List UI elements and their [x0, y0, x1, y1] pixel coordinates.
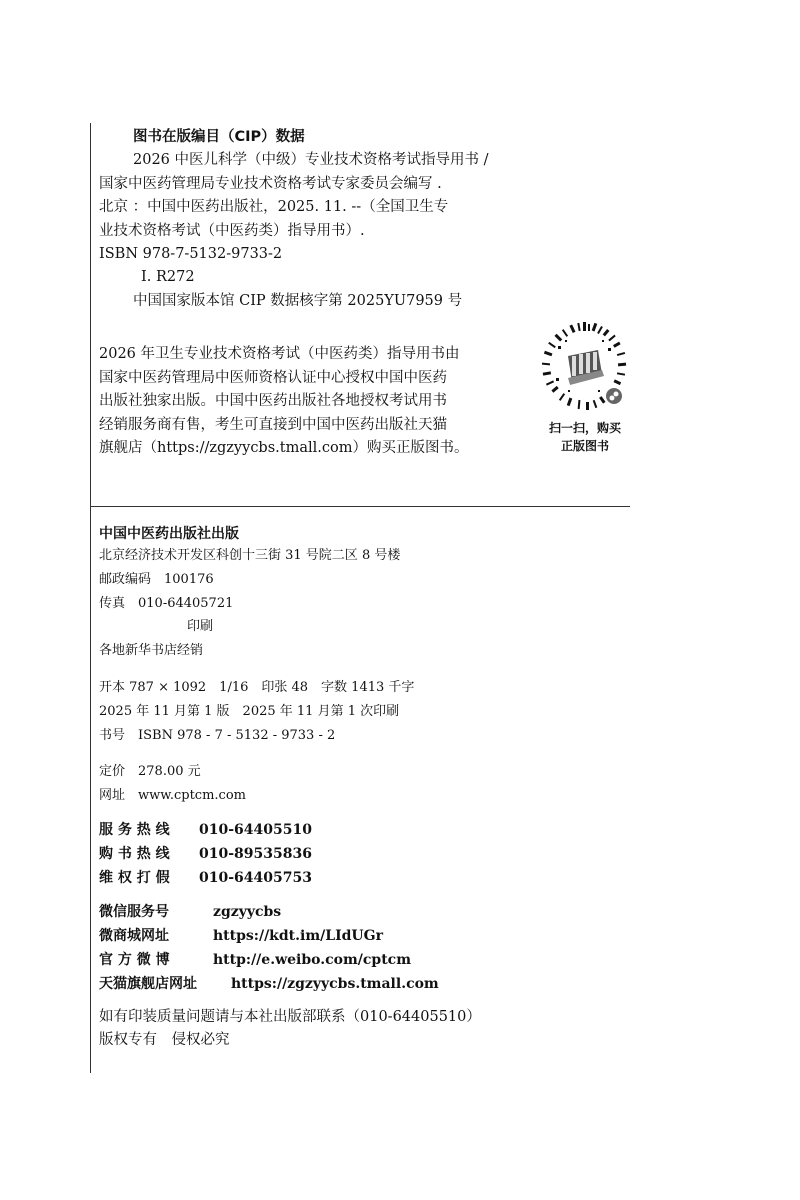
micro-mall-url: 微商城网址 https://kdt.im/LIdUGr — [99, 927, 383, 944]
cip-line: 北京 ：中国中医药出版社，2025. 11. --（全国卫生专 — [99, 199, 449, 216]
cip-line: 业技术资格考试（中医药类）指导用书）. — [99, 222, 365, 239]
notice-line: 国家中医药管理局中医师资格认证中心授权中国中医药 — [99, 369, 447, 386]
cip-record-number: 中国国家版本馆 CIP 数据核字第 2025YU7959 号 — [133, 292, 463, 309]
cip-line: 2026 中医儿科学（中级）专业技术资格考试指导用书 / — [133, 152, 489, 169]
notice-line: 经销服务商有售，考生可直接到中国中医药出版社天猫 — [99, 416, 447, 433]
publisher-address: 北京经济技术开发区科创十三街 31 号院二区 8 号楼 — [99, 548, 401, 563]
publisher-name: 中国中医药出版社出版 — [99, 526, 239, 542]
hotline-anti-piracy: 维 权 打 假 010-64405753 — [99, 869, 312, 886]
tmall-store-url: 天猫旗舰店网址 https://zgzyycbs.tmall.com — [99, 975, 439, 992]
wechat-account: 微信服务号 zgzyycbs — [99, 903, 282, 920]
format-specs: 开本 787 × 1092 1/16 印张 48 字数 1413 千字 — [99, 679, 415, 695]
isbn-line: 书号 ISBN 978 - 7 - 5132 - 9733 - 2 — [99, 727, 336, 743]
printing-label: 印刷 — [187, 619, 214, 635]
cip-line: 国家中医药管理局专业技术资格考试专家委员会编写 . — [99, 175, 442, 192]
price: 定价 278.00 元 — [99, 764, 201, 780]
section-divider — [90, 506, 630, 507]
notice-line: 2026 年卫生专业技术资格考试（中医药类）指导用书由 — [99, 346, 460, 362]
postal-code: 邮政编码 100176 — [99, 571, 214, 587]
qr-code-panel — [536, 320, 634, 455]
qr-code-icon[interactable] — [538, 320, 632, 414]
distribution-note: 各地新华书店经销 — [99, 643, 204, 659]
cip-title: 图书在版编目（CIP）数据 — [133, 129, 305, 145]
cip-isbn: ISBN 978-7-5132-9733-2 — [99, 246, 283, 263]
hotline-service: 服 务 热 线 010-64405510 — [99, 821, 312, 838]
left-margin-rule — [90, 123, 91, 1073]
weibo-url: 官 方 微 博 http://e.weibo.com/cptcm — [99, 951, 412, 968]
quality-contact: 如有印装质量问题请与本社出版部联系（010-64405510） — [99, 1008, 481, 1025]
qr-caption: 扫一扫，购买 正版图书 — [548, 421, 621, 453]
publisher-info — [99, 524, 619, 1052]
notice-line: 出版社独家出版。中国中医药出版社各地授权考试用书 — [99, 393, 447, 409]
website[interactable]: 网址 www.cptcm.com — [99, 788, 246, 804]
hotline-purchase: 购 书 热 线 010-89535836 — [99, 845, 312, 862]
notice-line: 旗舰店（https://zgzyycbs.tmall.com）购买正版图书。 — [99, 440, 469, 456]
book-logo-icon — [568, 350, 604, 385]
edition-info: 2025 年 11 月第 1 版 2025 年 11 月第 1 次印刷 — [99, 703, 400, 719]
cip-classification: Ⅰ. R272 — [141, 269, 195, 286]
cip-data-block — [99, 126, 539, 313]
copyright-notice: 版权专有 侵权必究 — [99, 1031, 230, 1048]
fax-number: 传真 010-64405721 — [99, 595, 234, 611]
authorization-notice — [99, 343, 519, 461]
